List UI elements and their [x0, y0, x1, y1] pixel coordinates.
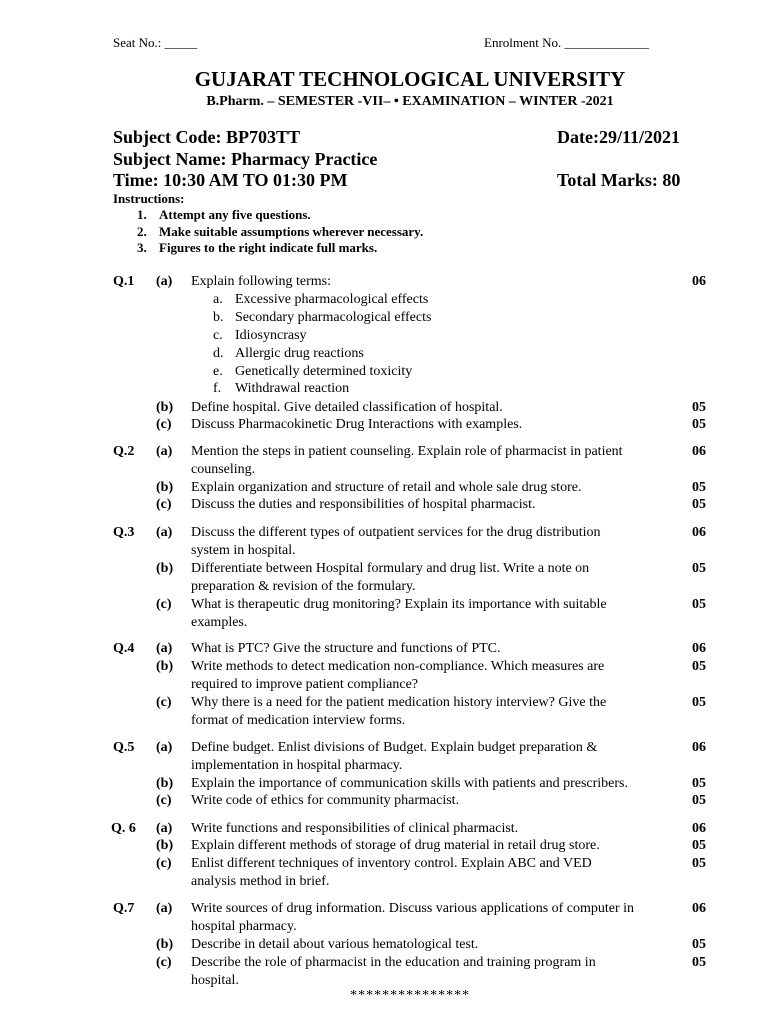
question-text: What is therapeutic drug monitoring? Explain its importance with suitable	[191, 597, 607, 612]
question-text: preparation & revision of the formulary.	[191, 579, 416, 594]
question-text: implementation in hospital pharmacy.	[191, 758, 403, 773]
marks: 06	[692, 821, 706, 836]
instruction-item	[137, 240, 377, 256]
question-label: Q.7	[113, 901, 135, 916]
part-label: (a)	[156, 901, 173, 916]
marks: 05	[692, 937, 706, 952]
part-label: (a)	[156, 740, 173, 755]
instruction-item	[137, 207, 311, 223]
question-text: examples.	[191, 615, 248, 630]
total-marks: Total Marks: 80	[557, 170, 681, 190]
part-label: (a)	[156, 444, 173, 459]
question-label: Q.5	[113, 740, 135, 755]
marks: 06	[692, 444, 706, 459]
instruction-text: Attempt any five questions.	[159, 207, 311, 222]
sub-item-text: Genetically determined toxicity	[235, 364, 413, 379]
sub-item-letter: f.	[213, 381, 222, 396]
question-text: system in hospital.	[191, 543, 296, 558]
marks: 05	[692, 695, 706, 710]
part-label: (c)	[156, 955, 172, 970]
question-text: format of medication interview forms.	[191, 713, 406, 728]
instruction-number: 3.	[137, 240, 147, 255]
marks: 05	[692, 480, 706, 495]
marks: 05	[692, 955, 706, 970]
sub-item-text: Secondary pharmacological effects	[235, 310, 432, 325]
part-label: (a)	[156, 525, 173, 540]
question-label: Q.1	[113, 274, 135, 289]
marks: 06	[692, 274, 706, 289]
sub-item-letter: b.	[213, 310, 224, 325]
question-text: Differentiate between Hospital formulary and drug list. Write a note on	[191, 561, 590, 576]
marks: 06	[692, 525, 706, 540]
sub-item-text: Withdrawal reaction	[235, 381, 350, 396]
instruction-number: 2.	[137, 224, 147, 239]
exam-title: B.Pharm. – SEMESTER -VII– • EXAMINATION – WINTER -2021	[206, 94, 614, 109]
question-text: Explain different methods of storage of drug material in retail drug store.	[191, 838, 600, 853]
enrolment-number-field: Enrolment No. _____________	[484, 35, 650, 50]
question-text: Describe in detail about various hematological test.	[191, 937, 479, 952]
marks: 05	[692, 561, 706, 576]
question-text: Define budget. Enlist divisions of Budget. Explain budget preparation &	[191, 740, 598, 755]
part-label: (a)	[156, 821, 173, 836]
question-text: What is PTC? Give the structure and functions of PTC.	[191, 641, 501, 656]
question-label: Q.4	[113, 641, 135, 656]
part-label: (c)	[156, 417, 172, 432]
question-text: Write sources of drug information. Discuss various applications of computer in	[191, 901, 635, 916]
seat-number-field: Seat No.: _____	[113, 35, 198, 50]
question-label: Q.3	[113, 525, 135, 540]
sub-item	[213, 310, 431, 326]
marks: 05	[692, 417, 706, 432]
part-label: (c)	[156, 695, 172, 710]
question-text: counseling.	[191, 462, 256, 477]
part-label: (b)	[156, 400, 174, 415]
marks: 05	[692, 497, 706, 512]
question-text: Discuss Pharmacokinetic Drug Interactions with examples.	[191, 417, 523, 432]
sub-item-text: Allergic drug reactions	[235, 346, 364, 361]
question-text: Discuss the duties and responsibilities of hospital pharmacist.	[191, 497, 536, 512]
exam-time: Time: 10:30 AM TO 01:30 PM	[113, 170, 348, 190]
instruction-item	[137, 224, 423, 240]
sub-item	[213, 328, 307, 344]
part-label: (a)	[156, 641, 173, 656]
question-text: Why there is a need for the patient medication history interview? Give the	[191, 695, 607, 710]
marks: 05	[692, 838, 706, 853]
part-label: (b)	[156, 561, 174, 576]
question-text: Enlist different techniques of inventory control. Explain ABC and VED	[191, 856, 592, 871]
question-label: Q.2	[113, 444, 135, 459]
marks: 05	[692, 400, 706, 415]
question-text: Write methods to detect medication non-compliance. Which measures are	[191, 659, 605, 674]
sub-item-letter: c.	[213, 328, 223, 343]
sub-item	[213, 381, 349, 397]
marks: 06	[692, 641, 706, 656]
question-text: hospital.	[191, 973, 239, 988]
sub-item-letter: d.	[213, 346, 224, 361]
question-text: Discuss the different types of outpatient services for the drug distribution	[191, 525, 601, 540]
question-text: Explain the importance of communication skills with patients and prescribers.	[191, 776, 629, 791]
question-text: Define hospital. Give detailed classification of hospital.	[191, 400, 503, 415]
subject-code: Subject Code: BP703TT	[113, 127, 301, 147]
marks: 05	[692, 659, 706, 674]
part-label: (b)	[156, 838, 174, 853]
marks: 06	[692, 901, 706, 916]
marks: 06	[692, 740, 706, 755]
end-of-paper-stars: ***************	[350, 988, 470, 1003]
question-text: required to improve patient compliance?	[191, 677, 419, 692]
question-text: analysis method in brief.	[191, 874, 330, 889]
part-label: (c)	[156, 856, 172, 871]
question-text: Mention the steps in patient counseling. Explain role of pharmacist in patient	[191, 444, 623, 459]
sub-item	[213, 364, 412, 380]
question-text: Explain organization and structure of retail and whole sale drug store.	[191, 480, 582, 495]
subject-name: Subject Name: Pharmacy Practice	[113, 149, 378, 169]
question-text: Write code of ethics for community pharmacist.	[191, 793, 460, 808]
sub-item-text: Excessive pharmacological effects	[235, 292, 429, 307]
part-label: (b)	[156, 937, 174, 952]
sub-item	[213, 346, 364, 362]
sub-item-letter: a.	[213, 292, 223, 307]
exam-date: Date:29/11/2021	[557, 127, 680, 147]
part-label: (c)	[156, 497, 172, 512]
instruction-number: 1.	[137, 207, 147, 222]
question-text: Describe the role of pharmacist in the education and training program in	[191, 955, 596, 970]
marks: 05	[692, 776, 706, 791]
sub-item-text: Idiosyncrasy	[235, 328, 307, 343]
part-label: (a)	[156, 274, 173, 289]
marks: 05	[692, 793, 706, 808]
question-text: hospital pharmacy.	[191, 919, 297, 934]
university-title: GUJARAT TECHNOLOGICAL UNIVERSITY	[194, 67, 626, 91]
part-label: (c)	[156, 597, 172, 612]
part-label: (b)	[156, 480, 174, 495]
part-label: (b)	[156, 659, 174, 674]
sub-item-letter: e.	[213, 364, 223, 379]
marks: 05	[692, 856, 706, 871]
marks: 05	[692, 597, 706, 612]
instruction-text: Make suitable assumptions wherever necessary.	[159, 224, 424, 239]
instruction-text: Figures to the right indicate full marks.	[159, 240, 378, 255]
question-text: Explain following terms:	[191, 274, 331, 289]
part-label: (c)	[156, 793, 172, 808]
part-label: (b)	[156, 776, 174, 791]
question-text: Write functions and responsibilities of clinical pharmacist.	[191, 821, 519, 836]
question-label: Q. 6	[111, 821, 136, 836]
instructions-heading: Instructions:	[113, 191, 185, 206]
sub-item	[213, 292, 428, 308]
